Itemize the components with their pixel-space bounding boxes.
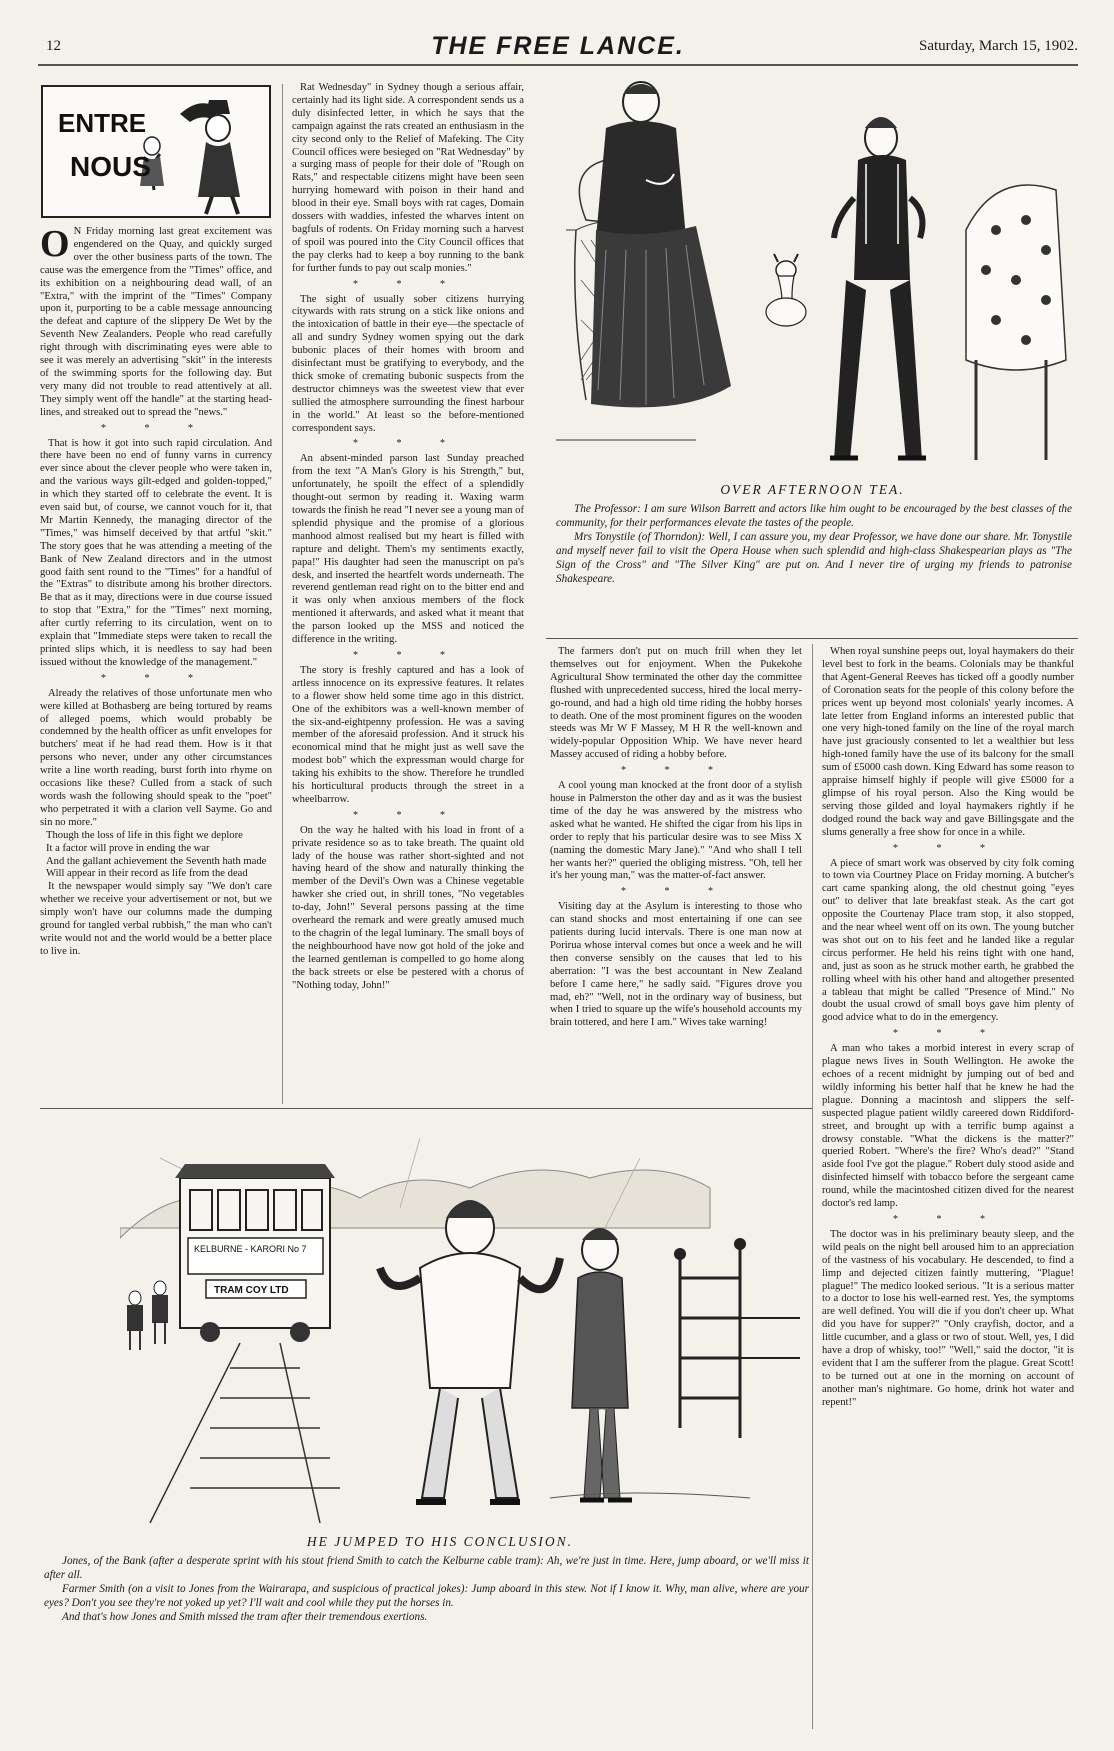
separator: * * *: [101, 672, 211, 684]
tram-destination-sign: KELBURNE - KARORI No 7: [194, 1244, 307, 1254]
column-rule: [282, 84, 283, 1104]
separator: * * *: [353, 809, 463, 821]
poem-line-3: And the gallant achievement the Seventh hath made: [46, 855, 267, 867]
article-butcher-cart: A piece of smart work was observed by city folk coming to town via Courtney Place on Friday morning. A butcher's cart came spanking along, the old chestnut going "eyes out" to deliver that late breakfast steak. As the cart got opposite the Courtenay Place tram stop, it also stopped, and the near wheel went off on its own. The young butcher was shot out on to his feet and he landed like a regular circus performer. He held his reins tight with one hand, and, just as soon as he struck mother earth, he grabbed the rolling wheel with his other hand and altogether presented a tableau that might be called "Presence of Mind." No doubt the usual crowd of small boys gave him plenty of good advice what to do in the emergency.: [822, 857, 1074, 1024]
caption-farmer-smith: Farmer Smith (on a visit to Jones from the Wairarapa, and suspicious of practical jokes): Jump aboard in this stew. Not if I know it. Why, man alive, where are your eyes? Don't you see they're not yoked up yet? I'll wait and cool while they put the horses in.: [44, 1583, 809, 1609]
article-rat-wednesday: Rat Wednesday" in Sydney though a serious affair, certainly had its light side. A correspondent sends us a duly disinfected letter, in which he says that the campaign against the rats created an enthusiasm in the city second only to the Relief of Mafeking. The City Council offices were besieged on "Rat Wednesday" by a surging mass of people for their dole of "Rough on Rats," and respectable citizens might have been seen hurrying homeward with poison in their hand and blood in their eye. Small boys with rat cages, Domain dossers with waddies, infested the wharves intent on bagfuls of rodents. On Friday morning such a harvest of spoil was poured into the City Council offices that the pay clerks had to keep a boy running to the bank for further funds to pay out scalp monies.": [292, 82, 524, 274]
entre-nous-line2: NOUS: [70, 151, 151, 182]
poem-line-2: It a factor will prove in ending the war: [46, 842, 210, 854]
separator: * * *: [353, 438, 463, 450]
article-plague-scare: A man who takes a morbid interest in every scrap of plague news lives in South Wellington. He awoke the echoes of a recent midnight by jumping out of bed and wildly informing his better half that he knew he had the plague. Donning a macintosh and slippers the self-suspected plague patient wildly careered down Riddiford-street, and brought up with a terrific bump against a drowsy constable. "What the dickens is the matter?" queried Robert. "Where's the fire? Who's dead?" "Stand aside fool I've got the plague." Robert duly stood aside and disinfected himself with tobacco before the sergeant came round, while the macintoshed citizen dived for the nearest doctor's red lamp.: [822, 1043, 1074, 1210]
afternoon-tea-caption: [556, 502, 1072, 586]
article-vegetable-hawker: On the way he halted with his load in front of a private residence so as to take breath. The quaint old lady of the house was rather short-sighted and not having heard of the show and naturally thinking the member of the Devil's Own was a Chinese vegetable hawker she cried out, in shrill tones, "No vegetables to-day, John!" Several persons passing at the time overheard the remark and were greatly amused much to the chagrin of the legal luminary. The small boys of the neighbourhood have now got hold of the joke and the learned gentleman is compelled to go home along the back streets or else be pestered with a chorus of "Nothing today, John!": [292, 824, 524, 991]
separator: * * *: [893, 842, 1003, 854]
poem-line-4: Will appear in their record as life from the dead: [46, 868, 248, 880]
afternoon-tea-title: OVER AFTERNOON TEA.: [720, 482, 905, 497]
section-rule: [40, 1108, 812, 1109]
section-rule: [546, 638, 1078, 639]
article-farmers-merry-go-round: The farmers don't put on much frill when they let themselves out for enjoyment. When the Pukekohe Agricultural Show terminated the other day the committee flushed with unprecedented success, hired the local merry-go-round, and had a high old time riding the hobby horses to death. One of the most prominent figures on the wooden steeds was Mr W F Massey, M H R the well-known and widely-popular Opposition Whip. We have never heard Massey accused of riding a hobby before.: [550, 646, 802, 761]
masthead: [38, 30, 1078, 60]
page-number: 12: [46, 38, 61, 54]
separator: * * *: [101, 422, 211, 434]
separator: * * *: [353, 649, 463, 661]
caption-conclusion: And that's how Jones and Smith missed the tram after their tremendous exertions.: [62, 1611, 428, 1623]
article-sydney-rats: The sight of usually sober citizens hurrying citywards with rats strung on a stick like onions and the intoxication of battle in their eye—the spectacle of all and sundry Sydney women spying out the dark bubonic places of their homes with broom and disinfectant must be gratifying to everybody, and the thick smoke of cremating bubonic suspects from the destructor chimneys was the sweetest view that ever sullied the atmosphere surrounding the finest harbour in the world." At least so the before-mentioned correspondent says.: [292, 293, 524, 434]
issue-date: Saturday, March 15, 1902.: [919, 38, 1078, 54]
column-1: [40, 226, 272, 1108]
article-bad-poems: Already the relatives of those unfortunate men who were killed at Bothasberg are being tortured by reams of alleged poems, which would probably be condemned by the health officer as unfit envelopes for butchers' meat if he had read them. How is it that persons who never, under any other circumstances write a line worth reading, burst forth into rhyme on occasions like these? Culled from a stack of such words wash the following should speak to the "poet" who perpetrated it with a clarion vell Sayme. Go and sin no more.": [40, 687, 272, 828]
caption-mrs-tonystile: Mrs Tonystile (of Thorndon): Well, I can assure you, my dear Professor, we have done our share. Mr. Tonystile and myself never fail to visit the Opera House when such splendid and high-class Shakespearian plays as "The Sign of the Cross" and "The Silver King" are put on. And I never tire of urging my friends to patronise Shakespeare.: [556, 531, 1072, 585]
column-2: [292, 82, 524, 1108]
kelburne-tram-illustration: [120, 1118, 800, 1528]
entre-nous-line1: ENTRE: [58, 108, 147, 138]
kelburne-tram-title: HE JUMPED TO HIS CONCLUSION.: [306, 1534, 574, 1549]
poem-line-1: Though the loss of life in this fight we deplore: [46, 829, 243, 841]
separator: * * *: [893, 1213, 1003, 1225]
separator: * * *: [621, 886, 731, 898]
column-3: [550, 646, 802, 1101]
article-extra-hoax: N Friday morning last great excitement was engendered on the Quay, and quickly surged over the other business parts of the town. The cause was the emergence from the "Times" office, and its exhibition on a neighbouring dead wall, of an "Extra," with the imprint of the "Times" Company upon it, purporting to be a cable message announcing the defeat and capture of the slippery De Wet by the Seventh New Zealanders. People who read carefully right through with discriminating eyes were able to see it was merely an advertising "skit" in the interests of the swimming sports for the following day. But very many did not trouble to read attentively at all. They simply went off the handle" at the starting head-lines, and streaked out to spread the "news.": [40, 226, 272, 418]
article-extra-circulation: That is how it got into such rapid circulation. And there have been no end of funny varns in currency ever since about the clever people who were taken in, and the various ways gilt-edged and golden-topped," in which they started off to celebrate the event. It is even said but, of course, we cannot vouch for it, that Mr Martin Kennedy, the managing director of the "Times," was himself deceived by that artful "skit." The story goes that he was attending a meeting of the Bank of New Zealand directors and in the utmost good faith sent round to the "Times" for a handful of the "Extras" to distribute among his brother directors. Be that as it may, directions were in due course issued to stop that "Extra," for the "Times" next morning, after curtly referring to its circulation, went on to explain that "Immediate steps were taken to recall the printed slips which, it is needless to say had been issued without the knowledge of the management.": [40, 437, 272, 668]
drop-cap: O: [40, 226, 70, 265]
article-doctor-nightmare: The doctor was in his preliminary beauty sleep, and the wild peals on the night bell aroused him to an appreciation of the vastness of his vocabulary. He descended, to find a limp and dejected citizen faintly muttering, "Plague! plague!" The medico looked serious. "It is a serious matter to a doctor to lose his well-earned rest. Yes, the symptoms are well defined. You will die if you don't cheer up. What did you have for supper?" "Only crayfish, doctor, and a little cucumber, and a glass or two of stout. Well, yes, I did have a drop of whisky, too!" "Well," said the doctor, "it is evident that I am the sufferer from the plague. Great Scott! to be turned out at one in the morning on account of another man's nightmare. Go home, drink hot water and repent!": [822, 1228, 1074, 1408]
article-coronation-seats: When royal sunshine peeps out, loyal haymakers do their level best to fork in the beams. Colonials may be thankful that Agent-General Reeves has ticked off a goodly number of Coronation seats for the people of this colony before the prices went up beyond most colonials' yearly incomes. A late letter from England informs an interested public that one very high-toned family on the line of the royal march have just graciously consented to let a wealthier but less high-toned family have the use of its balcony for the small sum of £5000 cash down. King Edward has some reason to appraise himself highly if people will give £5000 for a glimpse of his royal person. Also the King would be serving those gilded and loyal haymakers rightly if he dodged round the back way and gave Billingsgate and the slums generally a free show for once in a while.: [822, 646, 1074, 838]
column-4: [822, 646, 1074, 1731]
article-absent-minded-parson: An absent-minded parson last Sunday preached from the text "A Man's Glory is his Strength," but, unfortunately, he spoilt the effect of a splendidly thought-out sermon by reading it. Waxing warm towards the finish he read "I never see a young man of splendid physique and the promise of a glorious manhood almost realised but my heart is filled with rapture and delight. Them's my sentiments exactly, papa!" His daughter had seen the manuscript on pa's desk, and inserted the heartfelt words underneath. The reverend gentleman read right on to the bitter end and it was only when anxious members of the flock mentioned it afterwards, and asked what it meant that the parson looked up the MSS and noticed the difference in the writing.: [292, 453, 524, 646]
kelburne-tram-caption: [44, 1554, 809, 1624]
separator: * * *: [353, 278, 463, 290]
article-newspaper-rubbish: It the newspaper would simply say "We don't care whether we receive your advertisement or not, but we simply won't have our columns made the dumping ground for tangled verbal rubbish," the man who can't write would not and the world would be a better place to live in.: [40, 881, 272, 957]
separator: * * *: [621, 765, 731, 777]
entre-nous-heading-illustration: [40, 84, 272, 219]
tram-company-sign: TRAM COY LTD: [214, 1285, 289, 1296]
article-flower-show: The story is freshly captured and has a look of artless innocence on its expressive features. It relates to a flower show held some time ago in this district. One of the exhibitors was a well-known member of the six-and-eightpenny profession. He was a saving member of the aforesaid profession. And it struck his economical mind that he might just as well save the modest bob" which the expressman would charge for taking his exhibits to the show. Therefore he trundled his horticultural products through the street in a wheelbarrow.: [292, 664, 524, 805]
separator: * * *: [893, 1028, 1003, 1040]
caption-jones: Jones, of the Bank (after a desperate sprint with his stout friend Smith to catch the Kelburne cable tram): Ah, we're just in time. Here, jump aboard, or we'll miss it after all.: [44, 1555, 809, 1581]
masthead-rule: [38, 64, 1078, 66]
afternoon-tea-illustration: [546, 80, 1078, 478]
column-rule: [812, 644, 813, 1104]
column-rule: [812, 1104, 813, 1729]
article-asylum-visit: Visiting day at the Asylum is interesting to those who can stand shocks and most entertaining if one can see patients during lucid intervals. There is one man now at Porirua whose interval comes but once a week and he will then converse sensibly on the causes that led to his aberration: "I was the best accountant in New Zealand before I came here," he sadly said. "Figures drove you mad, eh?" "Well, not in the ordinary way of business, but when I tried to square up the wife's household accounts my brain tottered, and here I am." Wives take warning!: [550, 901, 802, 1029]
caption-professor: The Professor: I am sure Wilson Barrett and actors like him ought to be encouraged by the best classes of the community, for their performances elevate the tastes of the people.: [556, 503, 1072, 529]
newspaper-title: THE FREE LANCE.: [431, 32, 685, 60]
article-cool-young-man: A cool young man knocked at the front door of a stylish house in Palmerston the other day and as it was the busiest time of the day he was answered by the mistress who asked what he wanted. He shifted the cigar from his lips in order to reply that his particular desire was to see Miss X (naming the domestic Mary Jane)." "And who shall I tell her wants her?" queried the obliging mistress. "Oh, tell her it's her young man," was the matter-of-fact answer.: [550, 780, 802, 882]
